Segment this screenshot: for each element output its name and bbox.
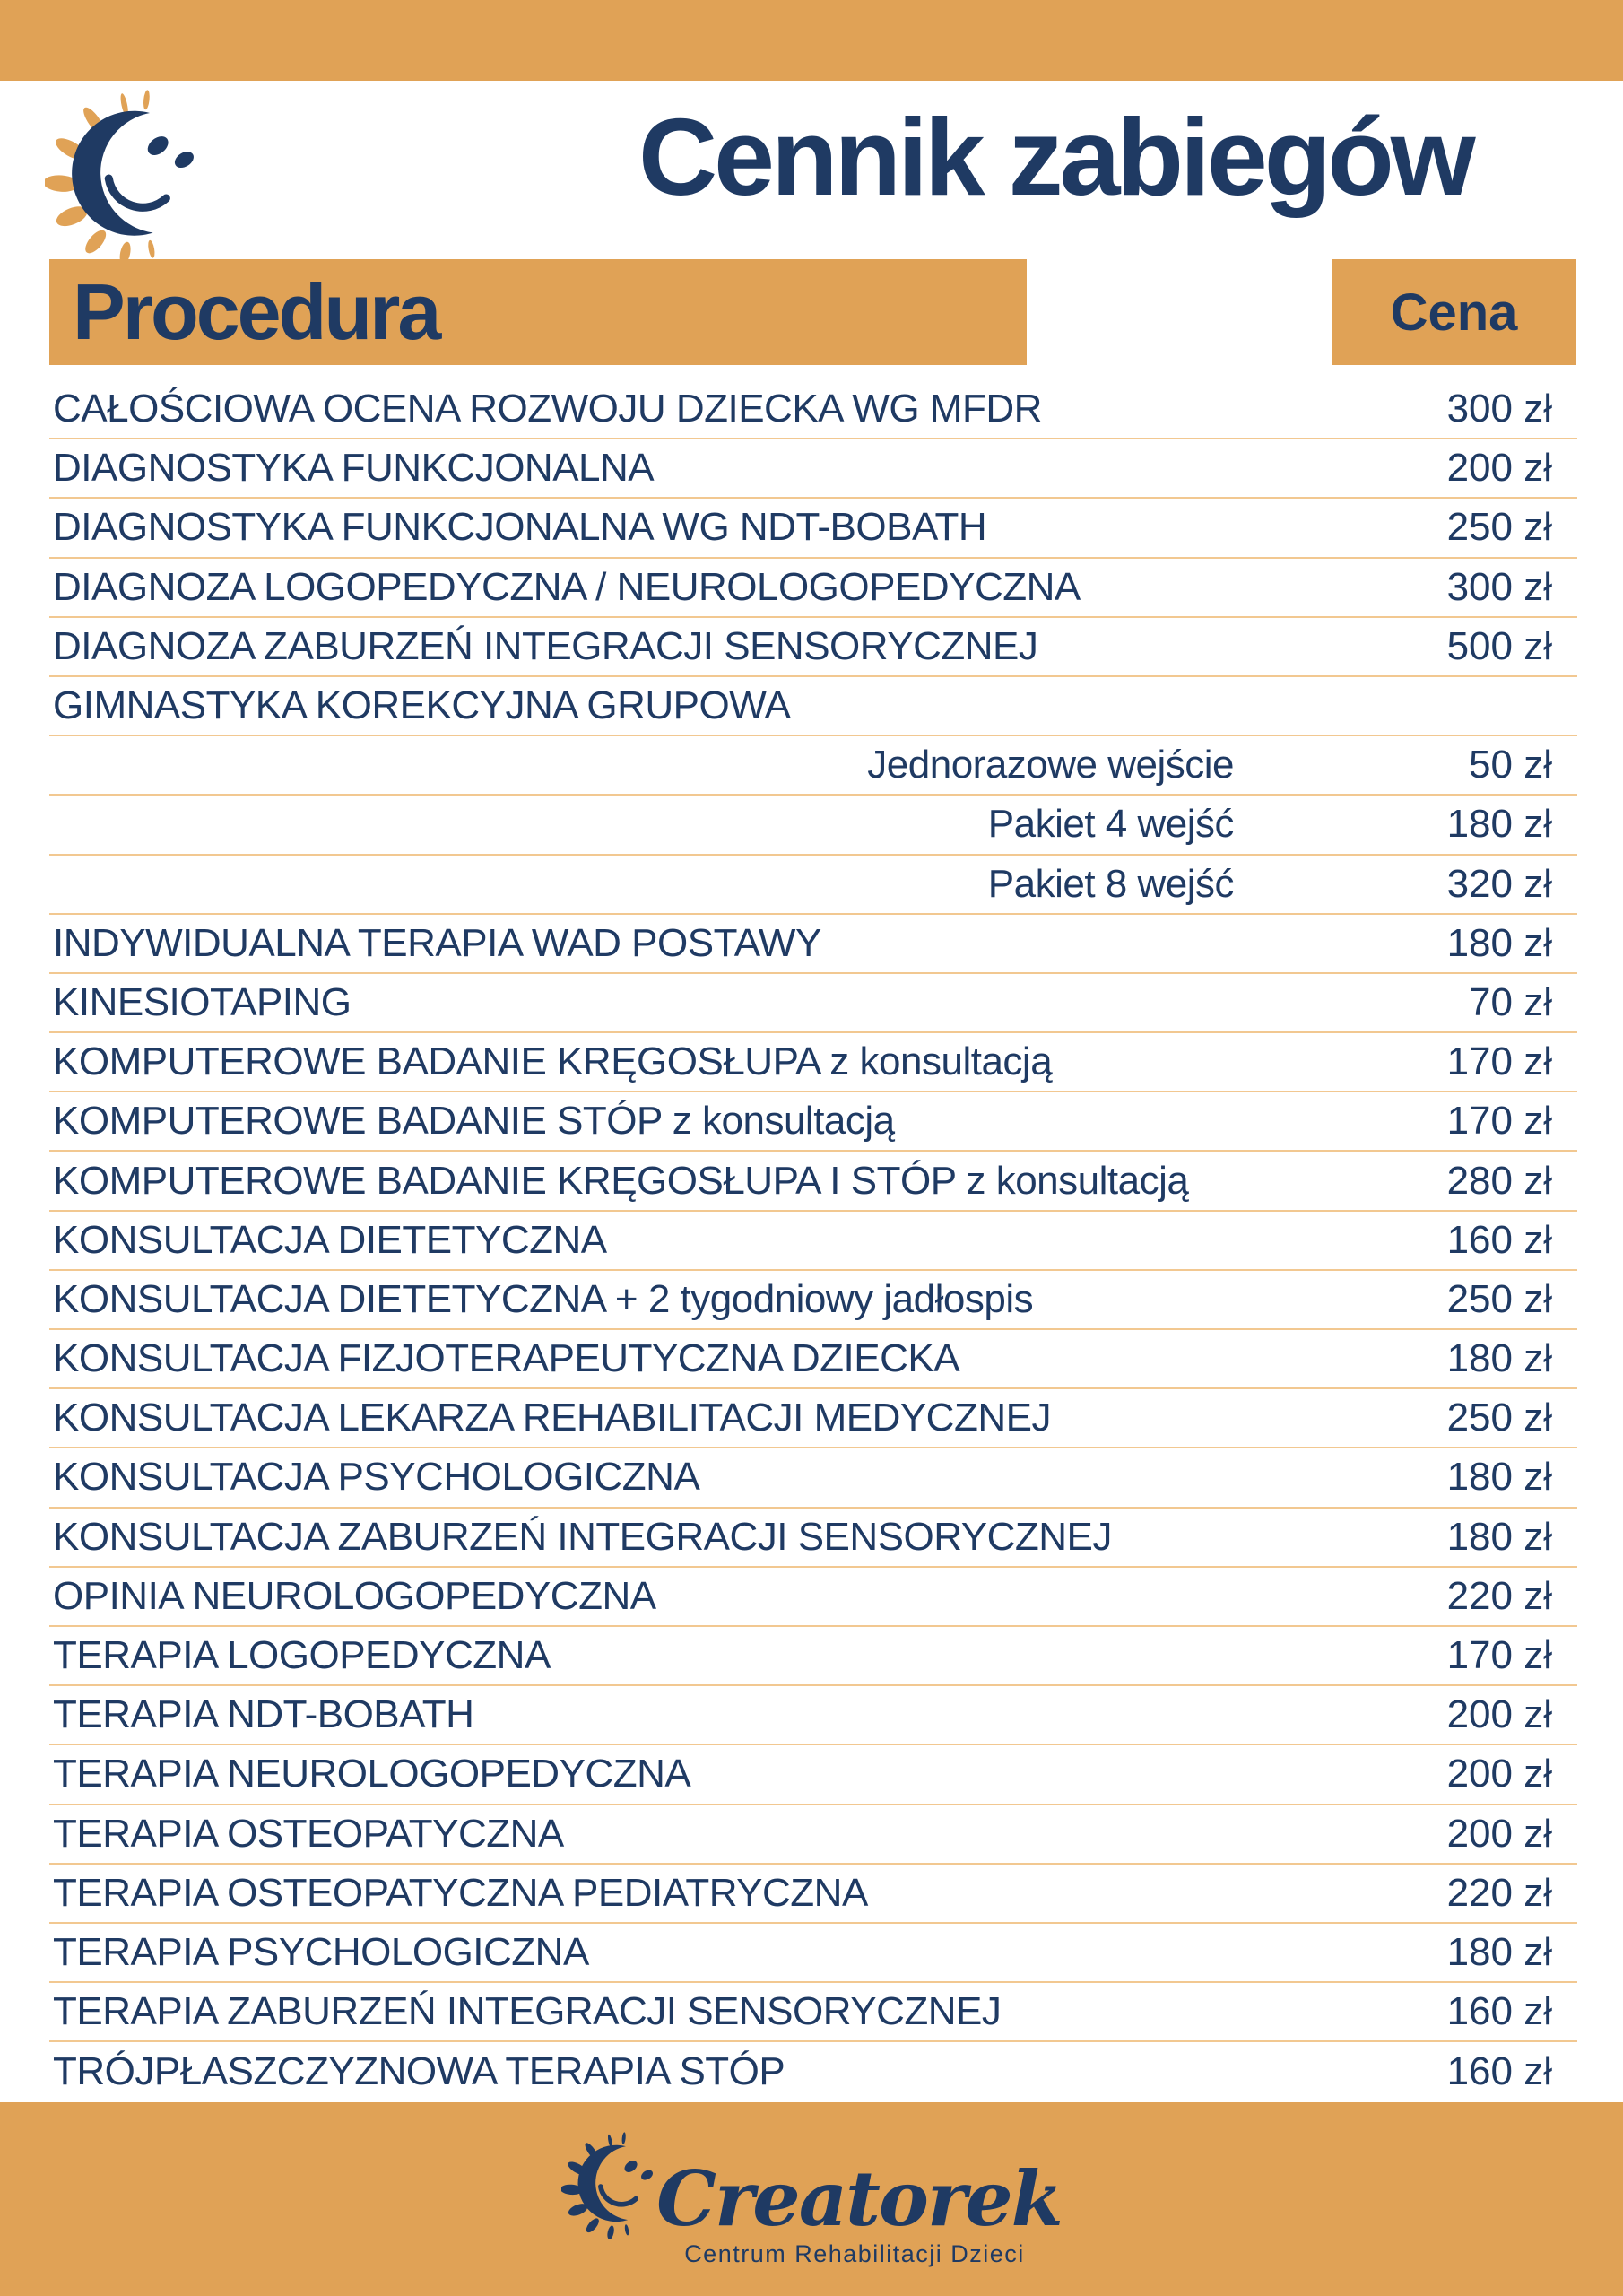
table-row [49,1509,1577,1568]
table-row [49,1330,1577,1389]
table-row [49,1568,1577,1627]
procedure-name: DIAGNOSTYKA FUNKCJONALNA [53,446,655,491]
page-title: Cennik zabiegów [638,96,1472,218]
column-header-procedura [49,259,1027,365]
table-row [49,1924,1577,1983]
table-row [49,2042,1577,2101]
table-row [49,1448,1577,1508]
price-value: 300 zł [1446,564,1552,609]
price-value: 160 zł [1446,1217,1552,1262]
table-row [49,1092,1577,1152]
price-value: 250 zł [1446,1396,1552,1440]
price-value: 180 zł [1446,802,1552,847]
procedure-name: DIAGNOZA ZABURZEŃ INTEGRACJI SENSORYCZNEJ [53,623,1038,668]
price-value: 180 zł [1446,1336,1552,1381]
procedure-name: KOMPUTEROWE BADANIE KRĘGOSŁUPA z konsultacją [53,1039,1053,1084]
table-row [49,1033,1577,1092]
procedure-name: DIAGNOZA LOGOPEDYCZNA / NEUROLOGOPEDYCZNA [53,564,1081,609]
price-value: 170 zł [1446,1039,1552,1084]
procedure-name: TERAPIA LOGOPEDYCZNA [53,1633,551,1678]
procedure-name: KOMPUTEROWE BADANIE KRĘGOSŁUPA I STÓP z konsultacją [53,1158,1189,1203]
brand-tagline: Centrum Rehabilitacji Dzieci [684,2240,1025,2267]
procedure-name: TRÓJPŁASZCZYZNOWA TERAPIA STÓP [53,2049,785,2094]
price-value: 200 zł [1446,1692,1552,1737]
table-row [49,1389,1577,1448]
table-row [49,1865,1577,1924]
procedure-name: KONSULTACJA ZABURZEŃ INTEGRACJI SENSORYCZNEJ [53,1514,1112,1559]
table-row [49,618,1577,677]
table-row [49,559,1577,618]
procedure-name: TERAPIA OSTEOPATYCZNA PEDIATRYCZNA [53,1870,868,1915]
price-value: 220 zł [1446,1870,1552,1915]
procedure-name: TERAPIA ZABURZEŃ INTEGRACJI SENSORYCZNEJ [53,1989,1002,2034]
table-row [49,1745,1577,1805]
table-row [49,380,1577,439]
table-row [49,1152,1577,1211]
procedure-name: DIAGNOSTYKA FUNKCJONALNA WG NDT-BOBATH [53,505,987,550]
table-row [49,1627,1577,1686]
price-value: 320 zł [1446,861,1552,906]
procedure-name: Pakiet 8 wejść [987,861,1234,906]
footer-banner [0,2102,1623,2296]
price-value: 220 zł [1446,1573,1552,1618]
column-header-cena [1332,259,1576,365]
price-value: 180 zł [1446,1929,1552,1974]
table-row [49,736,1577,796]
procedure-name: KONSULTACJA FIZJOTERAPEUTYCZNA DZIECKA [53,1336,960,1381]
price-value: 300 zł [1446,387,1552,431]
price-value: 200 zł [1446,446,1552,491]
price-value: 50 zł [1469,743,1552,787]
table-row [49,1805,1577,1865]
procedure-name: TERAPIA OSTEOPATYCZNA [53,1811,564,1856]
procedure-name: GIMNASTYKA KOREKCYJNA GRUPOWA [53,683,791,728]
price-value: 170 zł [1446,1633,1552,1678]
footer-logo [561,2130,1062,2268]
table-row [49,1983,1577,2042]
procedure-name: TERAPIA PSYCHOLOGICZNA [53,1929,589,1974]
price-value: 70 zł [1469,979,1552,1024]
table-row [49,974,1577,1033]
procedure-name: KONSULTACJA DIETETYCZNA [53,1217,607,1262]
procedure-name: KOMPUTEROWE BADANIE STÓP z konsultacją [53,1099,895,1144]
procedure-name: KONSULTACJA DIETETYCZNA + 2 tygodniowy jadłospis [53,1276,1034,1321]
table-row [49,915,1577,974]
procedure-name: Pakiet 4 wejść [987,802,1234,847]
footer-sun-icon [561,2130,667,2239]
table-row [49,439,1577,499]
table-row [49,1271,1577,1330]
procedure-name: KONSULTACJA PSYCHOLOGICZNA [53,1455,700,1500]
table-row [49,1686,1577,1745]
price-value: 200 zł [1446,1752,1552,1796]
procedure-name: TERAPIA NDT-BOBATH [53,1692,474,1737]
table-row [49,856,1577,915]
column-header-cena-label: Cena [1390,283,1518,342]
price-table [49,380,1577,2101]
price-value: 500 zł [1446,623,1552,668]
price-value: 250 zł [1446,505,1552,550]
price-value: 170 zł [1446,1099,1552,1144]
column-header-procedura-label: Procedura [73,267,439,356]
price-value: 180 zł [1446,1514,1552,1559]
procedure-name: KINESIOTAPING [53,979,352,1024]
procedure-name: TERAPIA NEUROLOGOPEDYCZNA [53,1752,691,1796]
price-value: 250 zł [1446,1276,1552,1321]
price-value: 160 zł [1446,2049,1552,2094]
table-row [49,796,1577,855]
procedure-name: Jednorazowe wejście [867,743,1234,787]
price-value: 160 zł [1446,1989,1552,2034]
table-row [49,677,1577,736]
top-banner [0,0,1623,81]
price-value: 280 zł [1446,1158,1552,1203]
procedure-name: INDYWIDUALNA TERAPIA WAD POSTAWY [53,920,821,965]
price-value: 180 zł [1446,1455,1552,1500]
procedure-name: KONSULTACJA LEKARZA REHABILITACJI MEDYCZNEJ [53,1396,1051,1440]
footer-logo-row [561,2130,1062,2244]
procedure-name: OPINIA NEUROLOGOPEDYCZNA [53,1573,656,1618]
price-value: 180 zł [1446,920,1552,965]
logo-sun-icon [45,86,217,264]
table-row [49,499,1577,558]
brand-name: Creatorek [656,2154,1062,2244]
price-value: 200 zł [1446,1811,1552,1856]
table-row [49,1212,1577,1271]
procedure-name: CAŁOŚCIOWA OCENA ROZWOJU DZIECKA WG MFDR [53,387,1042,431]
